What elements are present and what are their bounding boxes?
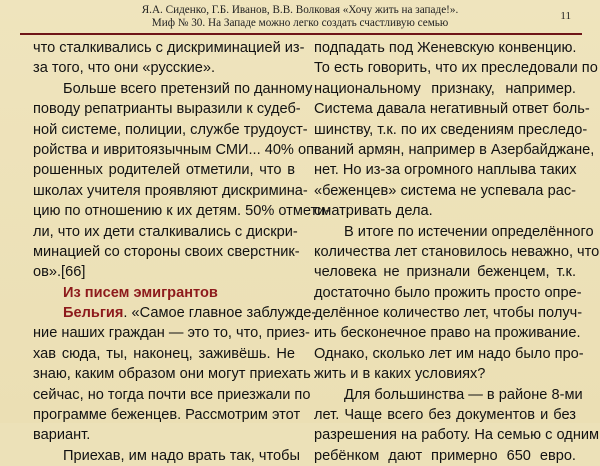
text-line: рошенных родителей отметили, что в [33, 162, 295, 179]
text-line: ние наших граждан — это то, что, приез- [33, 325, 310, 342]
text-line: В итоге по истечении определённого [344, 223, 594, 240]
text-line: поводу репатрианты выразили к судеб- [33, 101, 301, 118]
page-number: 11 [560, 10, 571, 22]
text-line: ной системе, полиции, службе трудоуст- [33, 121, 308, 138]
text-line: сейчас, но тогда почти все приезжали по [33, 386, 311, 403]
text-line: что сталкивались с дискриминацией из- [33, 40, 305, 56]
text-line: Приехав, им надо врать так, чтобы [63, 447, 300, 464]
text-line: цию по отношению к их детям. 50% отмети- [33, 203, 331, 220]
text-line: нет. Но из-за огромного наплыва таких [314, 162, 577, 179]
text-line: жить и в каких условиях? [314, 366, 486, 383]
text-line: делённое количество лет, чтобы получ- [314, 305, 583, 322]
text-line: хав сюда, ты, наконец, заживёшь. Не [33, 345, 295, 362]
text-line: Больше всего претензий по данному [63, 80, 313, 97]
text-line: Система давала негативный ответ боль- [314, 101, 590, 118]
text-line: ить бесконечное право на проживание. [314, 325, 581, 342]
text-line: минацией со стороны своих сверстник- [33, 243, 300, 260]
running-header [0, 4, 600, 29]
text-line: количества лет становилось неважно, что [314, 243, 600, 260]
text-line [33, 303, 317, 323]
left-column [33, 38, 331, 466]
text-line: человека не признали беженцем, т.к. [314, 264, 576, 281]
text-line: «беженцев» система не успевала рас- [314, 182, 576, 199]
text-line: шинству, т.к. по их сведениям преследо- [314, 121, 588, 138]
text-line: национальному признаку, например. [314, 80, 576, 97]
text-line: разрешения на работу. На семью с одним [314, 427, 600, 444]
text-line: сматривать дела. [314, 203, 433, 220]
text-line: знаю, каким образом они могут приехать [33, 366, 311, 383]
text-line: ребёнком дают примерно 650 евро. [314, 447, 576, 464]
text-line: Для большинства — в районе 8-ми [344, 386, 583, 403]
text-line: достаточно было прожить просто опре- [314, 284, 582, 301]
text-line: ваний армян, например в Азербайджане, [314, 141, 595, 158]
text-line: программе беженцев. Рассмотрим этот [33, 407, 301, 424]
text-line: школах учителя проявляют дискримина- [33, 182, 308, 199]
text-line: лет. Чаще всего без документов и без [314, 407, 576, 424]
text-line: Однако, сколько лет им надо было про- [314, 345, 584, 362]
header-chapter-title: Миф № 30. На Западе можно легко создать счастливую семью [151, 16, 449, 29]
text-line: То есть говорить, что их преследовали по [314, 60, 598, 77]
header-authors-title: Я.А. Сиденко, Г.Б. Иванов, В.В. Волковая «Хочу жить на западе!». [141, 4, 459, 16]
text-line: ов».[66] [33, 264, 86, 281]
right-column [314, 38, 600, 466]
section-subheading: Из писем эмигрантов [63, 284, 218, 301]
text-line-rest: . «Самое главное заблужде- [123, 305, 317, 322]
header-divider [20, 33, 582, 35]
text-line: ройства и ивритоязычным СМИ... 40% оп- [33, 141, 319, 158]
text-line: ли, что их дети сталкивались с дискри- [33, 223, 298, 240]
text-line: за того, что они «русские». [33, 60, 216, 77]
text-line: подпадать под Женевскую конвенцию. [314, 40, 577, 56]
text-line: вариант. [33, 427, 91, 444]
country-label: Бельгия [63, 305, 124, 322]
